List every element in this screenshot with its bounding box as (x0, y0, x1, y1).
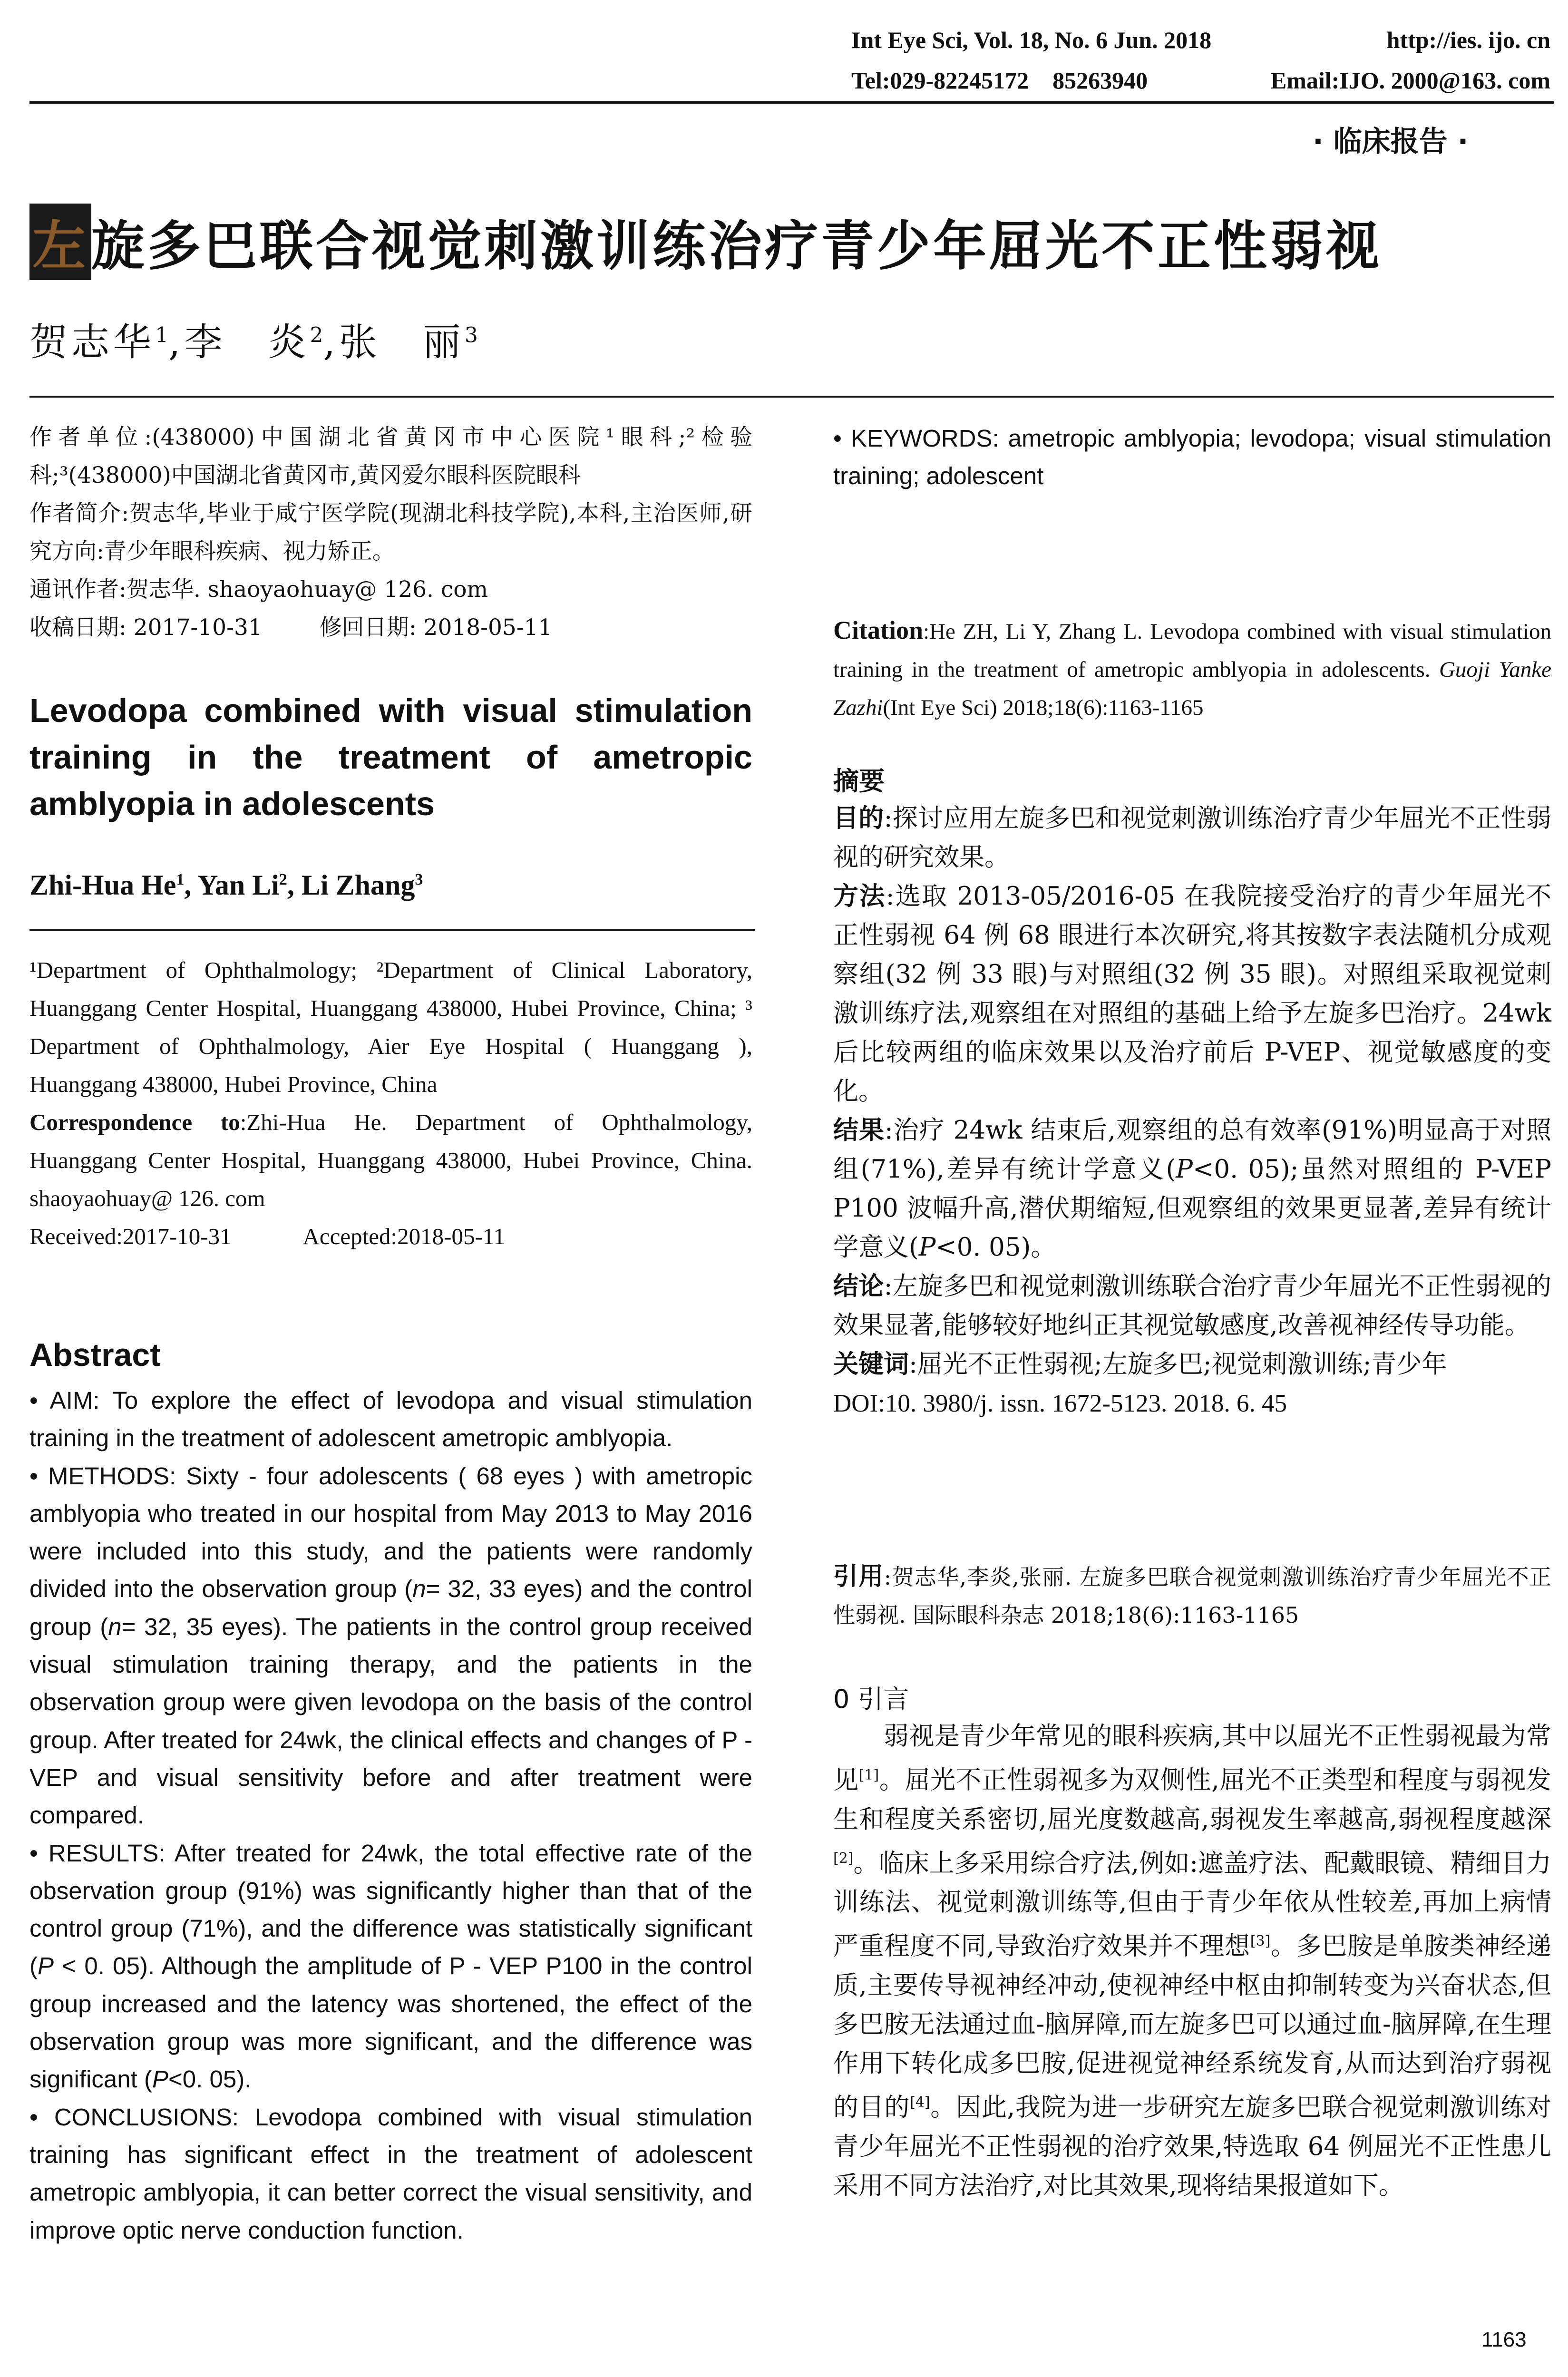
abstract-en-continued (833, 419, 1551, 495)
abstract-cn-heading: 摘要 (833, 766, 885, 796)
conclusions-text-cn: :左旋多巴和视觉刺激训练联合治疗青少年屈光不正性弱视的效果显著,能够较好地纠正其视觉敏感度,改善视神经传导功能。 (833, 1272, 1552, 1340)
intro-text-4: 。多巴胺是单胺类神经递质,主要传导视神经冲动,使视神经中枢由抑制转变为兴奋状态,但多巴胺无法通过血-脑屏障,而左旋多巴可以通过血-脑屏障,在生理作用下转化成多巴胺,促进视觉神经系统发育,从而达到治疗弱视的目的 (833, 1931, 1551, 2122)
author-2-cn: 李 炎 (184, 320, 310, 364)
citation-cn-text: :贺志华,李炎,张丽. 左旋多巴联合视觉刺激训练治疗青少年屈光不正性弱视. 国际眼科杂志 2018;18(6):1163-1165 (833, 1564, 1551, 1628)
results-label-cn: 结果 (833, 1116, 885, 1145)
title-first-char: 左 (29, 204, 91, 280)
dates-cn (29, 609, 752, 647)
aim-label: • AIM: (29, 1387, 100, 1414)
citation-journal-paren: (Int Eye Sci) (883, 695, 997, 720)
title-rest: 旋多巴联合视觉刺激训练治疗青少年屈光不正性弱视 (91, 215, 1382, 277)
results-p-cn-1: P (1176, 1155, 1193, 1184)
revised-date-cn: 修回日期: 2018-05-11 (319, 614, 553, 641)
author-3-sup: 3 (464, 323, 478, 348)
affiliation-cn: 作者单位:(438000)中国湖北省黄冈市中心医院¹眼科;²检验科;³(438000)中国湖北省黄冈市,黄冈爱尔眼科医院眼科 (29, 424, 752, 488)
article-title-cn (29, 204, 1382, 280)
correspondence-cn: 通讯作者:贺志华. shaoyaohuay@ 126. com (29, 576, 488, 603)
author-1-cn: 贺志华 (29, 320, 155, 364)
authors-en: Zhi-Hua He$^1$, Yan Li$^2$, Li Zhang$^3$ (29, 869, 423, 901)
author-2-en: Yan Li (197, 869, 279, 901)
intro-text-5: 。因此,我院为进一步研究左旋多巴联合视觉刺激训练对青少年屈光不正性弱视的治疗效果,特选取 64 例屈光不正性患儿采用不同方法治疗,对比其效果,现将结果报道如下。 (833, 2093, 1551, 2200)
citation-cn-label: 引用 (833, 1562, 884, 1591)
section-label: · 临床报告 · (1313, 125, 1469, 158)
citation-cn (833, 1558, 1551, 1634)
intro-ref-2: [2] (833, 1850, 854, 1867)
abstract-heading: Abstract (29, 1337, 161, 1373)
journal-citation-info: Int Eye Sci, Vol. 18, No. 6 Jun. 2018 (851, 27, 1212, 53)
intro-ref-3: [3] (1250, 1933, 1271, 1950)
affiliation-cn-block (29, 419, 752, 647)
abstract-cn-results (833, 1111, 1551, 1267)
methods-text-cn: :选取 2013-05/2016-05 在我院接受治疗的青少年屈光不正性弱视 64 例 68 眼进行本次研究,将其按数字表法随机分成观察组(32 例 33 眼)与对照组(32 例 35 眼)。对照组采取视觉刺激训练疗法,观察组在对照组的基础上给予左旋多巴治疗。24wk 后比较两组的临床效果以及治疗前后 P-VEP、视觉敏感度的变化。 (833, 882, 1552, 1106)
abstract-cn-block (833, 799, 1551, 1423)
methods-text-2: = 32, 33 eyes) and the control group ( (29, 1575, 752, 1640)
author-1-en-sup: 1 (176, 871, 185, 888)
keywords-text-cn: :屈光不正性弱视;左旋多巴;视觉刺激训练;青少年 (909, 1350, 1447, 1379)
intro-text-3: 。临床上多采用综合疗法,例如:遮盖疗法、配戴眼镜、精细目力训练法、视觉刺激训练等,但由于青少年依从性较差,再加上病情严重程度不同,导致治疗效果并不理想 (833, 1849, 1551, 1961)
conclusions-text: Levodopa combined with visual stimulation training has significant effect in the treatment of adolescent ametropic amblyopia, it can better correct the visual sensitivity, and improve optic nerve conduction function. (29, 2103, 752, 2244)
abstract-conclusions (29, 2098, 752, 2249)
citation-cn-paragraph (833, 1558, 1551, 1634)
dates-en (29, 1218, 752, 1256)
correspondence-text: :Zhi-Hua He. Department of Ophthalmology, Huanggang Center Hospital, Huanggang 438000, Hubei Province, China. shaoyaohuay@ 126. com (29, 1109, 753, 1211)
abstract-aim (29, 1382, 752, 1457)
abstract-cn-aim (833, 799, 1551, 877)
results-text-cn-2: <0. 05);虽然对照组的 P-VEP P100 波幅升高,潜伏期缩短,但观察组的效果更显著,差异有统计学意义( (833, 1155, 1551, 1262)
journal-header-line-1 (851, 26, 1550, 54)
intro-text-2: 。屈光不正性弱视多为双侧性,屈光不正类型和程度与弱视发生和程度关系密切,屈光度数越高,弱视发生率越高,弱视程度越深 (833, 1765, 1551, 1834)
results-text-2: < 0. 05). Although the amplitude of P - VEP P100 in the control group increased and the latency was shortened, the effect of the observation group was more significant, and the difference was significant ( (29, 1952, 752, 2093)
methods-text-3: = 32, 35 eyes). The patients in the control group received visual stimulation training therapy, and the patients in the observation group were given levodopa on the basis of the control group. After treated for 24wk, the clinical effects and changes of P - VEP and visual sensitivity before and after treatment were compared. (29, 1613, 752, 1829)
author-bio-cn: 作者简介:贺志华,毕业于咸宁医学院(现湖北科技学院),本科,主治医师,研究方向:青少年眼科疾病、视力矫正。 (29, 500, 752, 565)
results-text-cn-1: :治疗 24wk 结束后,观察组的总有效率(91%)明显高于对照组(71%),差异有统计学意义( (833, 1116, 1551, 1184)
citation-journal: Guoji Yanke Zazhi (833, 657, 1551, 720)
authors-rule (29, 396, 1554, 398)
abstract-en-block (29, 1382, 752, 2249)
journal-email: Email:IJO. 2000@163. com (1270, 67, 1550, 94)
received-date-en: Received:2017-10-31 (29, 1223, 232, 1249)
correspondence-en (29, 1103, 752, 1218)
intro-ref-1: [1] (858, 1767, 879, 1783)
affiliation-en-block (29, 951, 752, 1256)
author-3-en-sup: 3 (415, 871, 423, 888)
citation-en (833, 611, 1551, 727)
header-rule (29, 101, 1554, 104)
journal-header-line-2 (851, 67, 1550, 94)
author-2-en-sup: 2 (279, 871, 287, 888)
article-title-en: Levodopa combined with visual stimulation training in the treatment of ametropic amblyopia in adolescents (29, 692, 752, 822)
abstract-results (29, 1834, 752, 2098)
author-3-cn: 张 丽 (339, 320, 465, 364)
conclusions-label: • CONCLUSIONS: (29, 2103, 239, 2131)
results-label: • RESULTS: (29, 1839, 166, 1867)
received-date-cn: 收稿日期: 2017-10-31 (29, 614, 263, 641)
results-text-cn-3: <0. 05)。 (935, 1233, 1056, 1262)
intro-paragraph (833, 1717, 1551, 2205)
citation-paragraph (833, 611, 1551, 727)
citation-text-2: 2018;18(6):1163-1165 (997, 695, 1204, 720)
methods-n-2: n (108, 1613, 122, 1640)
aim-text: To explore the effect of levodopa and visual stimulation training in the treatment of adolescent ametropic amblyopia. (29, 1387, 752, 1452)
abstract-cn-keywords (833, 1345, 1551, 1384)
author-1-en: Zhi-Hua He (29, 869, 176, 901)
author-1-sup: 1 (155, 323, 168, 348)
abstract-cn-conclusions (833, 1267, 1551, 1345)
page-number: 1163 (1481, 2328, 1527, 2351)
en-authors-rule (29, 929, 755, 931)
citation-label: Citation (833, 616, 923, 644)
author-3-en: Li Zhang (301, 869, 415, 901)
citation-text-1: :He ZH, Li Y, Zhang L. Levodopa combined with visual stimulation training in the treatment of ametropic amblyopia in adolescents. (833, 619, 1551, 682)
results-p-2: P (152, 2065, 168, 2093)
results-p-cn-2: P (918, 1233, 936, 1262)
intro-text-1: 弱视是青少年常见的眼科疾病,其中以屈光不正性弱视最为常见 (833, 1722, 1551, 1795)
correspondence-label: Correspondence to (29, 1109, 240, 1135)
abstract-keywords (833, 419, 1551, 495)
methods-label: • METHODS: (29, 1462, 176, 1490)
abstract-cn-methods (833, 877, 1551, 1111)
journal-tel: Tel:029-82245172 85263940 (851, 67, 1148, 94)
authors-cn: 贺志华$^1$,李 炎$^2$,张 丽$^3$ (29, 320, 478, 364)
methods-label-cn: 方法 (833, 882, 886, 911)
keywords-label-cn: 关键词 (833, 1350, 909, 1379)
aim-label-cn: 目的 (833, 804, 884, 833)
conclusions-label-cn: 结论 (833, 1272, 884, 1301)
aim-text-cn: :探讨应用左旋多巴和视觉刺激训练治疗青少年屈光不正性弱视的研究效果。 (833, 804, 1552, 872)
intro-body (833, 1717, 1551, 2205)
abstract-methods (29, 1457, 752, 1834)
author-2-sup: 2 (310, 323, 323, 348)
accepted-date-en: Accepted:2018-05-11 (302, 1223, 505, 1249)
methods-n-1: n (412, 1575, 426, 1603)
results-p-1: P (37, 1952, 54, 1980)
keywords-text: ametropic amblyopia; levodopa; visual stimulation training; adolescent (833, 425, 1551, 490)
results-text-3: <0. 05). (168, 2065, 252, 2093)
affiliation-en: ¹Department of Ophthalmology; ²Department of Clinical Laboratory, Huanggang Center Hospital, Huanggang 438000, Hubei Province, China; ³ Department of Ophthalmology, Aier Eye Hospital ( Huanggang ), Huanggang 438000, Hubei Province, China (29, 957, 752, 1097)
doi: DOI:10. 3980/j. issn. 1672-5123. 2018. 6. 45 (833, 1390, 1287, 1417)
methods-text-1: Sixty - four adolescents ( 68 eyes ) with ametropic amblyopia who treated in our hospital from May 2013 to May 2016 were included into this study, and the patients were randomly divided into the observation group ( (29, 1462, 752, 1603)
keywords-label: • KEYWORDS: (833, 425, 999, 452)
journal-url: http://ies. ijo. cn (1386, 27, 1550, 53)
intro-ref-4: [4] (910, 2094, 930, 2111)
intro-heading: 0 引言 (833, 1684, 909, 1714)
results-text-1: After treated for 24wk, the total effective rate of the observation group (91%) was significantly higher than that of the control group (71%), and the difference was statistically significant ( (29, 1839, 752, 1980)
